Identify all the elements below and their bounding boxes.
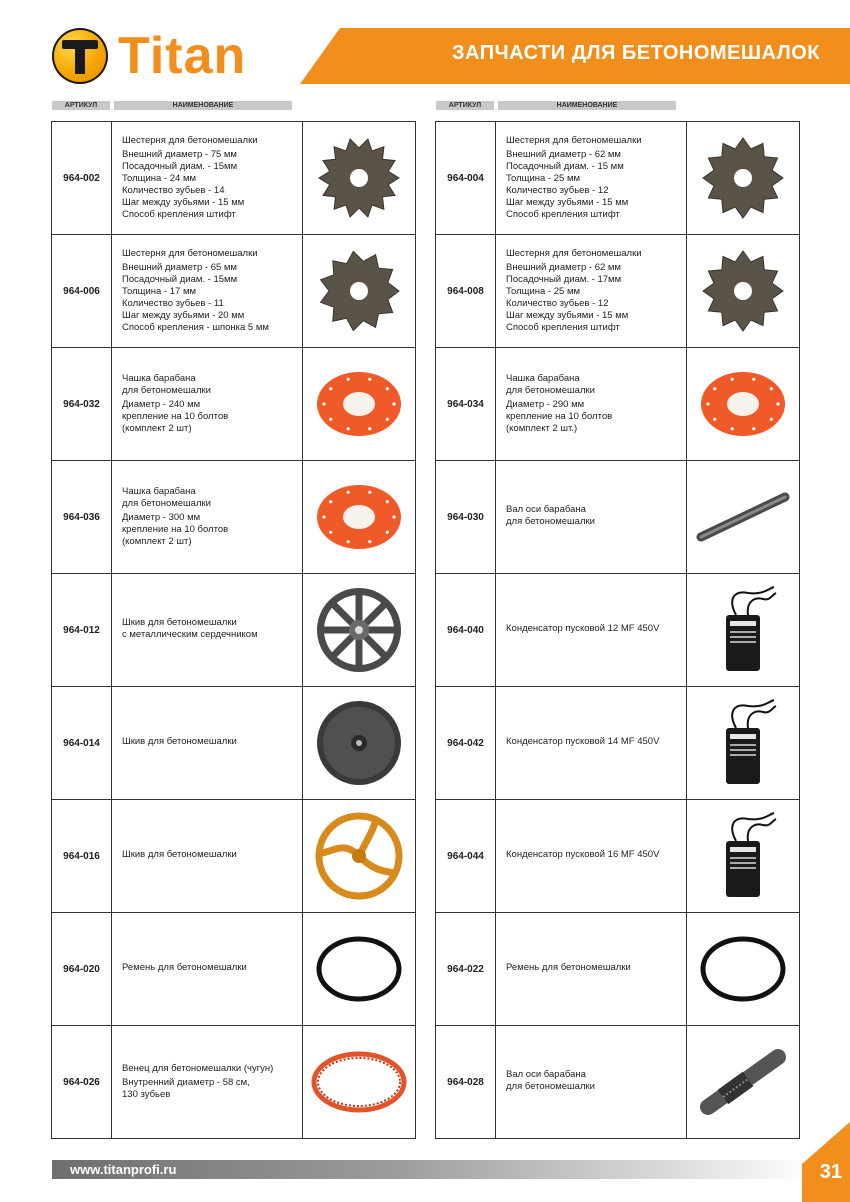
product-spec: Диаметр - 240 мм (122, 399, 201, 410)
product-code: 964-026 (52, 1026, 112, 1138)
product-spec: Толщина - 25 мм (506, 286, 581, 297)
product-code: 964-034 (436, 348, 496, 460)
product-row (52, 1026, 415, 1138)
product-description (112, 235, 303, 347)
drum-cup-icon (303, 461, 415, 573)
capacitor-icon (687, 800, 799, 912)
product-spec: Толщина - 25 мм (506, 173, 581, 184)
capacitor-icon (687, 687, 799, 799)
product-description (496, 461, 687, 573)
product-row (52, 687, 415, 800)
product-spec: Внешний диаметр - 75 мм (122, 149, 237, 160)
product-spec: Внешний диаметр - 62 мм (506, 262, 621, 273)
product-title: Вал оси барабана для бетономешалки (506, 504, 595, 527)
drum-cup-icon (687, 348, 799, 460)
product-row (436, 574, 799, 687)
product-spec: крепление на 10 болтов (122, 524, 229, 535)
product-row (436, 913, 799, 1026)
product-spec: крепление на 10 болтов (122, 411, 229, 422)
product-spec: Шаг между зубьями - 15 мм (506, 197, 629, 208)
product-spec: Посадочный диам. - 17мм (506, 274, 622, 285)
product-spec: Посадочный диам. - 15мм (122, 274, 238, 285)
product-code: 964-036 (52, 461, 112, 573)
product-row (436, 122, 799, 235)
product-row (52, 913, 415, 1026)
product-description (112, 800, 303, 912)
product-row (52, 348, 415, 461)
product-spec: (комплект 2 шт) (122, 536, 192, 547)
product-description (112, 913, 303, 1025)
capacitor-icon (687, 574, 799, 686)
header-banner (300, 28, 850, 84)
product-description (112, 122, 303, 234)
product-spec: Способ крепления штифт (506, 209, 620, 220)
product-spec: Способ крепления штифт (506, 322, 620, 333)
pulley-solid-icon (303, 687, 415, 799)
belt-icon (303, 913, 415, 1025)
product-description (112, 1026, 303, 1138)
product-description (496, 913, 687, 1025)
ring-gear-icon (303, 1026, 415, 1138)
product-spec: Способ крепления - шпонка 5 мм (122, 322, 269, 333)
page-title: ЗАПЧАСТИ ДЛЯ БЕТОНОМЕШАЛОК (452, 42, 820, 64)
product-title: Шестерня для бетономешалки (122, 135, 258, 146)
product-spec: Толщина - 17 мм (122, 286, 197, 297)
product-spec: крепление на 10 болтов (506, 411, 613, 422)
product-spec: Количество зубьев - 14 (122, 185, 225, 196)
product-row (52, 461, 415, 574)
product-spec: Внутренний диаметр - 58 см, (122, 1077, 250, 1088)
product-spec: Посадочный диам. - 15 мм (506, 161, 624, 172)
product-code: 964-032 (52, 348, 112, 460)
gear-icon (303, 235, 415, 347)
product-description (496, 122, 687, 234)
product-spec: 130 зубьев (122, 1089, 171, 1100)
product-description (112, 348, 303, 460)
gear-icon (303, 122, 415, 234)
product-code: 964-002 (52, 122, 112, 234)
shaft-splined-icon (687, 1026, 799, 1138)
product-spec: Толщина - 24 мм (122, 173, 197, 184)
product-title: Вал оси барабана для бетономешалки (506, 1069, 595, 1092)
product-title: Ремень для бетономешалки (122, 962, 247, 973)
product-title: Шестерня для бетономешалки (506, 248, 642, 259)
pulley-spoked-icon (303, 574, 415, 686)
product-title: Шестерня для бетономешалки (506, 135, 642, 146)
product-title: Чашка барабана для бетономешалки (122, 373, 211, 396)
product-code: 964-020 (52, 913, 112, 1025)
product-row (52, 574, 415, 687)
product-spec: Шаг между зубьями - 15 мм (122, 197, 245, 208)
product-title: Шкив для бетономешалки (122, 849, 237, 860)
drum-cup-icon (303, 348, 415, 460)
product-title: Конденсатор пусковой 16 MF 450V (506, 849, 660, 860)
gear-icon (687, 122, 799, 234)
product-spec: Шаг между зубьями - 20 мм (122, 310, 245, 321)
product-row (52, 235, 415, 348)
right-product-table (435, 121, 800, 1139)
page-number: 31 (819, 1161, 842, 1183)
product-title: Чашка барабана для бетономешалки (506, 373, 595, 396)
product-code: 964-006 (52, 235, 112, 347)
product-spec: Внешний диаметр - 62 мм (506, 149, 621, 160)
product-spec: Количество зубьев - 12 (506, 185, 609, 196)
product-code: 964-044 (436, 800, 496, 912)
product-code: 964-008 (436, 235, 496, 347)
brand-name: Titan (118, 27, 247, 85)
gear-icon (687, 235, 799, 347)
left-product-table (51, 121, 416, 1139)
product-description (112, 574, 303, 686)
product-code: 964-014 (52, 687, 112, 799)
product-spec: Диаметр - 300 мм (122, 512, 201, 523)
right-name-header: НАИМЕНОВАНИЕ (498, 101, 676, 110)
product-row (436, 235, 799, 348)
product-code: 964-030 (436, 461, 496, 573)
product-title: Ремень для бетономешалки (506, 962, 631, 973)
product-description (496, 800, 687, 912)
product-row (436, 461, 799, 574)
brand-logo (52, 28, 272, 88)
titan-logo-icon (52, 28, 108, 84)
product-row (436, 687, 799, 800)
website-link[interactable]: www.titanprofi.ru (70, 1162, 177, 1177)
product-row (436, 1026, 799, 1138)
product-description (496, 574, 687, 686)
product-row (436, 348, 799, 461)
product-code: 964-016 (52, 800, 112, 912)
footer-bar (52, 1160, 812, 1179)
product-code: 964-022 (436, 913, 496, 1025)
product-title: Конденсатор пусковой 12 MF 450V (506, 623, 660, 634)
product-row (52, 800, 415, 913)
product-spec: Диаметр - 290 мм (506, 399, 585, 410)
product-title: Конденсатор пусковой 14 MF 450V (506, 736, 660, 747)
product-row (436, 800, 799, 913)
product-code: 964-042 (436, 687, 496, 799)
product-code: 964-004 (436, 122, 496, 234)
product-row (52, 122, 415, 235)
product-spec: (комплект 2 шт.) (506, 423, 578, 434)
pulley-orange-icon (303, 800, 415, 912)
product-spec: (комплект 2 шт) (122, 423, 192, 434)
product-code: 964-012 (52, 574, 112, 686)
shaft-icon (687, 461, 799, 573)
product-spec: Шаг между зубьями - 15 мм (506, 310, 629, 321)
product-spec: Посадочный диам. - 15мм (122, 161, 238, 172)
product-description (496, 687, 687, 799)
product-title: Венец для бетономешалки (чугун) (122, 1063, 274, 1074)
product-spec: Способ крепления штифт (122, 209, 236, 220)
left-name-header: НАИМЕНОВАНИЕ (114, 101, 292, 110)
product-title: Шкив для бетономешалки с металлическим сердечником (122, 617, 258, 640)
product-description (496, 235, 687, 347)
product-description (496, 1026, 687, 1138)
product-title: Шестерня для бетономешалки (122, 248, 258, 259)
product-title: Шкив для бетономешалки (122, 736, 237, 747)
product-title: Чашка барабана для бетономешалки (122, 486, 211, 509)
belt-icon (687, 913, 799, 1025)
product-spec: Количество зубьев - 12 (506, 298, 609, 309)
product-spec: Количество зубьев - 11 (122, 298, 224, 309)
product-spec: Внешний диаметр - 65 мм (122, 262, 237, 273)
product-description (112, 687, 303, 799)
product-description (496, 348, 687, 460)
product-code: 964-028 (436, 1026, 496, 1138)
left-code-header: АРТИКУЛ (52, 101, 110, 110)
right-code-header: АРТИКУЛ (436, 101, 494, 110)
product-description (112, 461, 303, 573)
product-code: 964-040 (436, 574, 496, 686)
